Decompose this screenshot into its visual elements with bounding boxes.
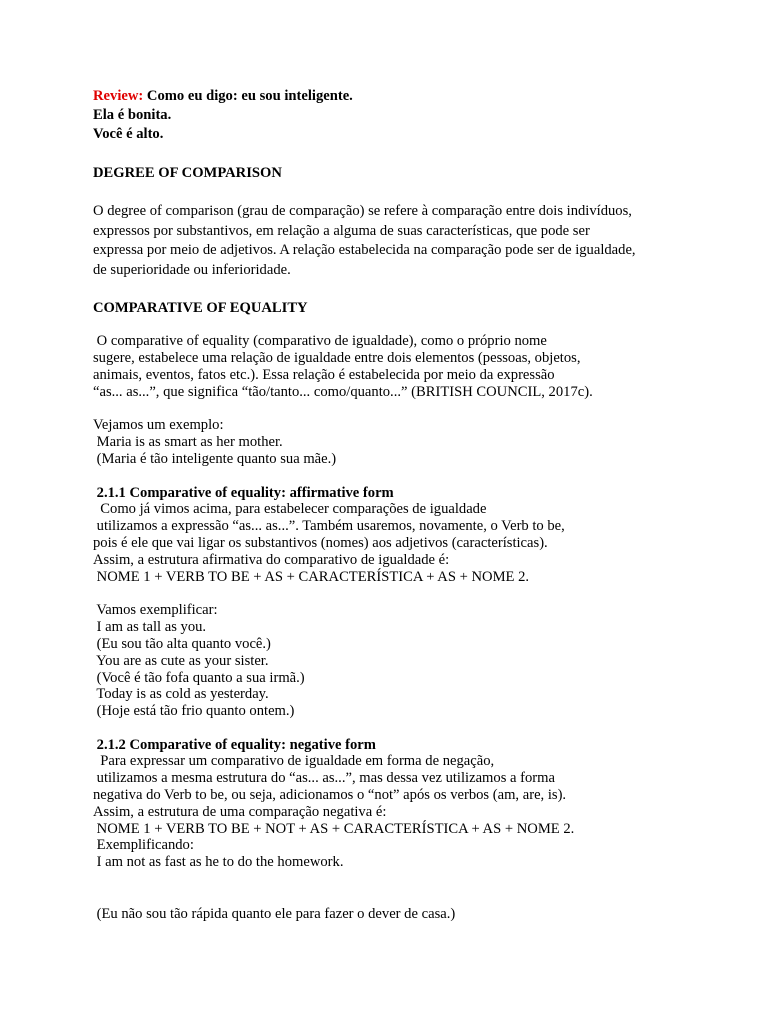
example-line: Maria is as smart as her mother. [93, 434, 283, 450]
affirmative-para-line: utilizamos a expressão “as... as...”. Também usaremos, novamente, o Verb to be, [93, 518, 565, 534]
negative-para-line: Exemplificando: [93, 837, 194, 853]
negative-para-line: utilizamos a mesma estrutura do “as... as...”, mas dessa vez utilizamos a forma [93, 770, 555, 786]
degree-heading: DEGREE OF COMPARISON [93, 165, 282, 181]
affirmative-example-line: (Eu sou tão alta quanto você.) [93, 636, 271, 652]
negative-structure: NOME 1 + VERB TO BE + NOT + AS + CARACTERÍSTICA + AS + NOME 2. [93, 821, 575, 837]
equality-para-line: animais, eventos, fatos etc.). Essa relação é estabelecida por meio da expressão [93, 367, 555, 383]
degree-para-line: expressa por meio de adjetivos. A relação estabelecida na comparação pode ser de igualdade, [93, 242, 636, 258]
example-line: Vejamos um exemplo: [93, 417, 224, 433]
negative-para-line: Assim, a estrutura de uma comparação negativa é: [93, 804, 387, 820]
example-line: (Maria é tão inteligente quanto sua mãe.) [93, 451, 337, 467]
degree-para-line: de superioridade ou inferioridade. [93, 262, 291, 278]
equality-heading: COMPARATIVE OF EQUALITY [93, 300, 308, 316]
equality-para-line: “as... as...”, que significa “tão/tanto... como/quanto...” (BRITISH COUNCIL, 2017c). [93, 384, 593, 400]
review-line-1 [93, 88, 353, 105]
negative-example: I am not as fast as he to do the homework. [93, 854, 344, 870]
equality-para-line: sugere, estabelece uma relação de igualdade entre dois elementos (pessoas, objetos, [93, 350, 581, 366]
affirmative-example-line: I am as tall as you. [93, 619, 207, 635]
affirmative-example-line: You are as cute as your sister. [93, 653, 269, 669]
affirmative-example-line: Vamos exemplificar: [93, 602, 218, 618]
review-line-2: Ela é bonita. [93, 107, 172, 123]
degree-para-line: O degree of comparison (grau de comparação) se refere à comparação entre dois indivíduos, [93, 203, 632, 219]
review-line-3: Você é alto. [93, 126, 164, 142]
affirmative-example-line: (Você é tão fofa quanto a sua irmã.) [93, 670, 305, 686]
degree-para-line: expressos por substantivos, em relação a alguma de suas características, que pode ser [93, 223, 590, 239]
affirmative-heading: 2.1.1 Comparative of equality: affirmative form [93, 485, 394, 501]
equality-para-line: O comparative of equality (comparativo de igualdade), como o próprio nome [93, 333, 547, 349]
review-text-1: Como eu digo: eu sou inteligente. [143, 88, 353, 104]
affirmative-example-line: (Hoje está tão frio quanto ontem.) [93, 703, 295, 719]
negative-heading: 2.1.2 Comparative of equality: negative form [93, 737, 376, 753]
negative-para-line: Para expressar um comparativo de igualdade em forma de negação, [93, 753, 495, 769]
affirmative-para-line: Assim, a estrutura afirmativa do comparativo de igualdade é: [93, 552, 450, 568]
affirmative-para-line: Como já vimos acima, para estabelecer comparações de igualdade [93, 501, 487, 517]
review-label: Review: [93, 88, 144, 104]
affirmative-para-line: pois é ele que vai ligar os substantivos (nomes) aos adjetivos (características). [93, 535, 548, 551]
negative-translation: (Eu não sou tão rápida quanto ele para fazer o dever de casa.) [93, 906, 456, 922]
affirmative-example-line: Today is as cold as yesterday. [93, 686, 269, 702]
negative-para-line: negativa do Verb to be, ou seja, adicionamos o “not” após os verbos (am, are, is). [93, 787, 567, 803]
affirmative-structure: NOME 1 + VERB TO BE + AS + CARACTERÍSTICA + AS + NOME 2. [93, 569, 530, 585]
